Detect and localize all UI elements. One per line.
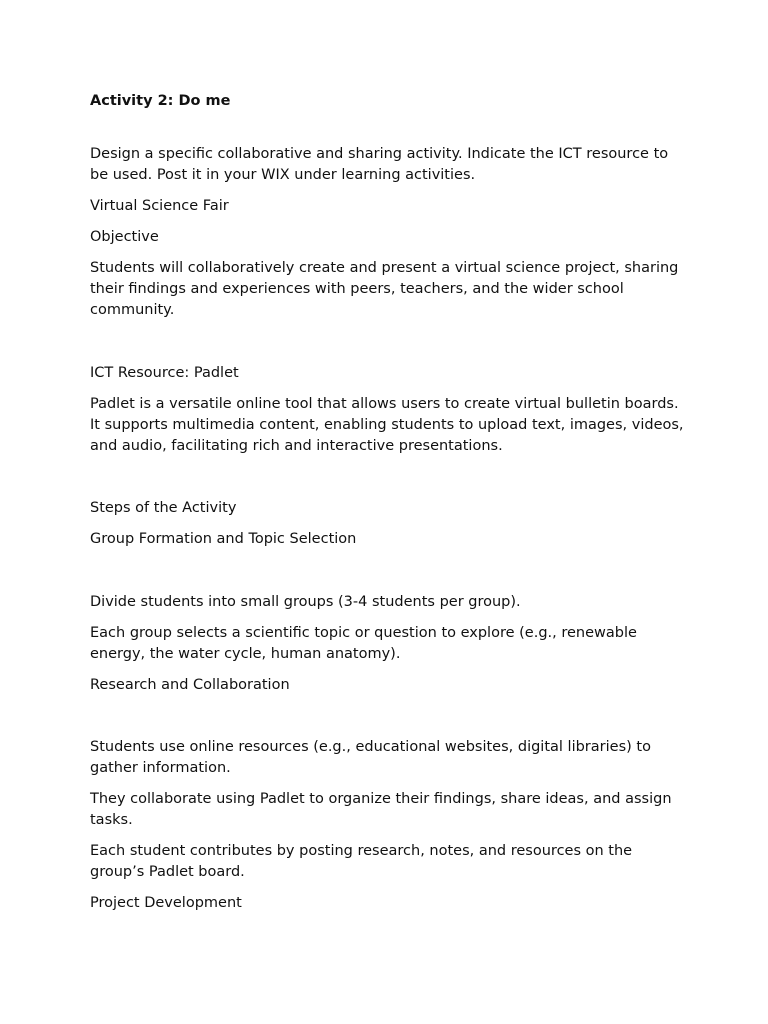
paragraph-divide-students: Divide students into small groups (3-4 students per group). <box>90 594 521 610</box>
paragraph-steps-heading: Steps of the Activity <box>90 500 237 516</box>
paragraph-step-research: Research and Collaboration <box>90 677 290 693</box>
paragraph-step-group-formation: Group Formation and Topic Selection <box>90 531 357 547</box>
paragraph-title: Virtual Science Fair <box>90 198 229 214</box>
paragraph-online-resources: Students use online resources (e.g., educational websites, digital libraries) to gather information. <box>90 739 651 776</box>
paragraph-ict-resource: ICT Resource: Padlet <box>90 365 239 381</box>
paragraph-topic-selection: Each group selects a scientific topic or question to explore (e.g., renewable energy, the water cycle, human anatomy). <box>90 625 637 662</box>
paragraph-step-project-development: Project Development <box>90 895 242 911</box>
document-heading: Activity 2: Do me <box>90 93 231 109</box>
paragraph-student-contributions: Each student contributes by posting research, notes, and resources on the group’s Padlet board. <box>90 843 633 880</box>
paragraph-objective-text: Students will collaboratively create and present a virtual science project, sharing their findings and experiences with peers, teachers, and the wider school community. <box>90 260 679 318</box>
document-page <box>90 91 690 914</box>
paragraph-objective-label: Objective <box>90 229 159 245</box>
paragraph-collaborate-padlet: They collaborate using Padlet to organize their findings, share ideas, and assign tasks. <box>90 791 672 828</box>
paragraph-instructions: Design a specific collaborative and sharing activity. Indicate the ICT resource to be used. Post it in your WIX under learning activities. <box>90 146 669 183</box>
paragraph-padlet-description: Padlet is a versatile online tool that allows users to create virtual bulletin boards. It supports multimedia content, enabling students to upload text, images, videos, and audio, facilitating rich and interactive presentations. <box>90 396 684 454</box>
